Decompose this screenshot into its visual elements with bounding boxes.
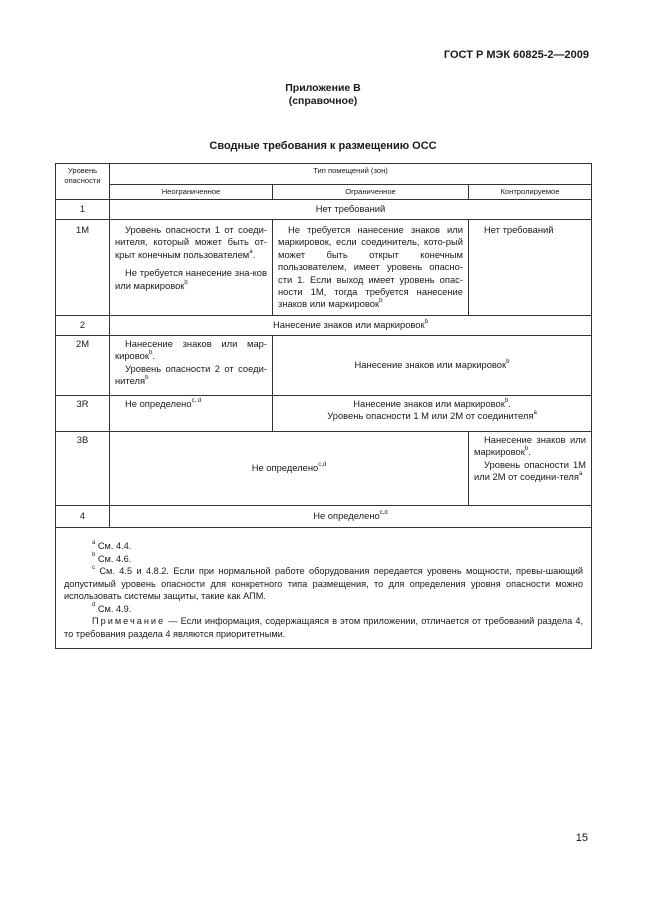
level-cell: 1М [56,220,110,316]
footnote-mark: b [524,446,529,453]
footnote-b [64,553,583,566]
footnote-mark: b [145,375,149,382]
table-row-1 [56,200,592,220]
table-subheader-row [56,185,592,200]
table-notes-row [56,528,592,649]
cell-text: Уровень опасности 1М или 2М от соедини-теля [474,458,586,483]
cell-paragraph [115,267,267,292]
cell-text-end: . [508,398,511,409]
footnote-mark: b [504,397,509,404]
footnote-a [64,540,583,553]
header-controlled: Контролируемое [469,185,592,200]
cell-text-end: . [152,350,155,362]
cell-text-end: . [528,446,531,458]
page-number: 15 [575,832,588,844]
cell-text: Нанесение знаков или маркировок [474,434,586,458]
cell-paragraph [115,224,267,261]
cell-line [278,398,586,410]
merged-cell [273,336,592,396]
requirements-table [55,163,592,649]
cell-text: Не требуется нанесение зна-ков или маркировок [115,267,267,291]
table-title: Сводные требования к размещению ОСС [209,140,437,152]
footnote-mark: a [92,539,96,546]
controlled-cell [469,432,592,506]
footnote-mark: d [92,602,96,609]
footnote-text: См. 4.4. [97,541,132,551]
footnote-text: См. 4.5 и 4.8.2. Если при нормальной работе оборудования передается уровень мощности, превы-шающий допустимый уровень опасности для конкретного типа размещения, то для определения уровня опасности можно использовать системы защиты, такие как АПМ. [64,566,583,601]
table-row-3b [56,432,592,506]
footnote-mark: a [533,410,537,417]
table-remark [64,615,583,640]
footnote-c [64,565,583,603]
table-row-1m [56,220,592,316]
table-header-row [56,164,592,185]
footnote-mark: b [506,359,510,366]
level-cell: 3R [56,396,110,432]
table-row-2 [56,316,592,336]
merged-cell [110,316,592,336]
footnote-mark: c,d [318,462,327,469]
cell-line [278,410,586,422]
remark-text: — Если информация, содержащаяся в этом приложении, отличается от требований раздела 4, то требования раздела 4 являются приоритетными. [64,616,583,639]
cell-text: Уровень опасности 1 от соеди-нителя, который может быть от-крыт конечным пользователем [115,224,267,260]
restricted-cell [273,220,469,316]
footnote-mark: b [92,552,96,559]
header-level: Уровень опасности [56,164,110,200]
footnote-d [64,603,583,616]
annex-title-block [0,82,646,108]
cell-text: Нанесение знаков или маркировок [354,359,507,371]
footnote-text: См. 4.6. [97,553,132,564]
cell-text: Уровень опасности 2 от соеди-нителя [115,362,267,387]
level-cell: 1 [56,200,110,220]
table-row-2m [56,336,592,396]
unrestricted-cell [110,336,273,396]
cell-text: Нанесение знаков или мар-кировок [115,338,267,362]
document-header-standard: ГОСТ Р МЭК 60825-2—2009 [443,49,589,61]
unrestricted-cell [110,396,273,432]
footnote-text: См. 4.9. [97,603,132,614]
annex-title: Приложение В [285,82,361,94]
table-row-3r [56,396,592,432]
cell-paragraph [115,363,267,388]
footnote-mark: b [148,350,153,357]
annex-subtitle: (справочное) [288,95,358,107]
unrestricted-cell [110,220,273,316]
cell-paragraph [474,459,586,484]
merged-cell [273,396,592,432]
cell-text: Не определено [125,398,192,409]
header-restricted: Ограниченное [273,185,469,200]
cell-text-end: . [252,248,256,260]
controlled-cell: Нет требований [469,220,592,316]
footnote-mark: a [578,471,583,478]
merged-cell: Нет требований [110,200,592,220]
footnote-mark: b [424,319,428,326]
cell-text: Уровень опасности 1 М или 2М от соединителя [327,410,534,422]
footnote-mark: c, d [191,397,202,404]
header-zone-type: Тип помещений (зон) [110,164,592,185]
cell-text: Нанесение знаков или маркировок [273,319,425,331]
footnotes-cell [56,528,592,649]
footnote-mark: b [379,298,383,305]
cell-text: Нанесение знаков или маркировок [353,398,505,409]
remark-label: Примечание [92,616,166,626]
footnote-mark: c,d [379,510,388,517]
level-cell: 2 [56,316,110,336]
cell-text: Не определено [251,462,319,474]
cell-paragraph [474,434,586,459]
merged-cell [110,432,469,506]
cell-text: Не требуется нанесение знаков или маркировок, если соединитель, кото-рый может быть открыт конечным пользователем, имеет уровень опасно-сти 1. Если выход имеет уровень опас-ности 1М, тогда требуется нанесение знаков или маркировок [278,224,463,310]
level-cell: 3В [56,432,110,506]
merged-cell [110,506,592,528]
table-row-4 [56,506,592,528]
cell-paragraph [115,338,267,363]
cell-text: Не определено [313,510,380,522]
footnote-mark: b [184,279,188,286]
footnote-mark: c [92,564,95,571]
level-cell: 4 [56,506,110,528]
level-cell: 2М [56,336,110,396]
header-unrestricted: Неограниченное [110,185,273,200]
footnote-mark: a [249,248,253,255]
